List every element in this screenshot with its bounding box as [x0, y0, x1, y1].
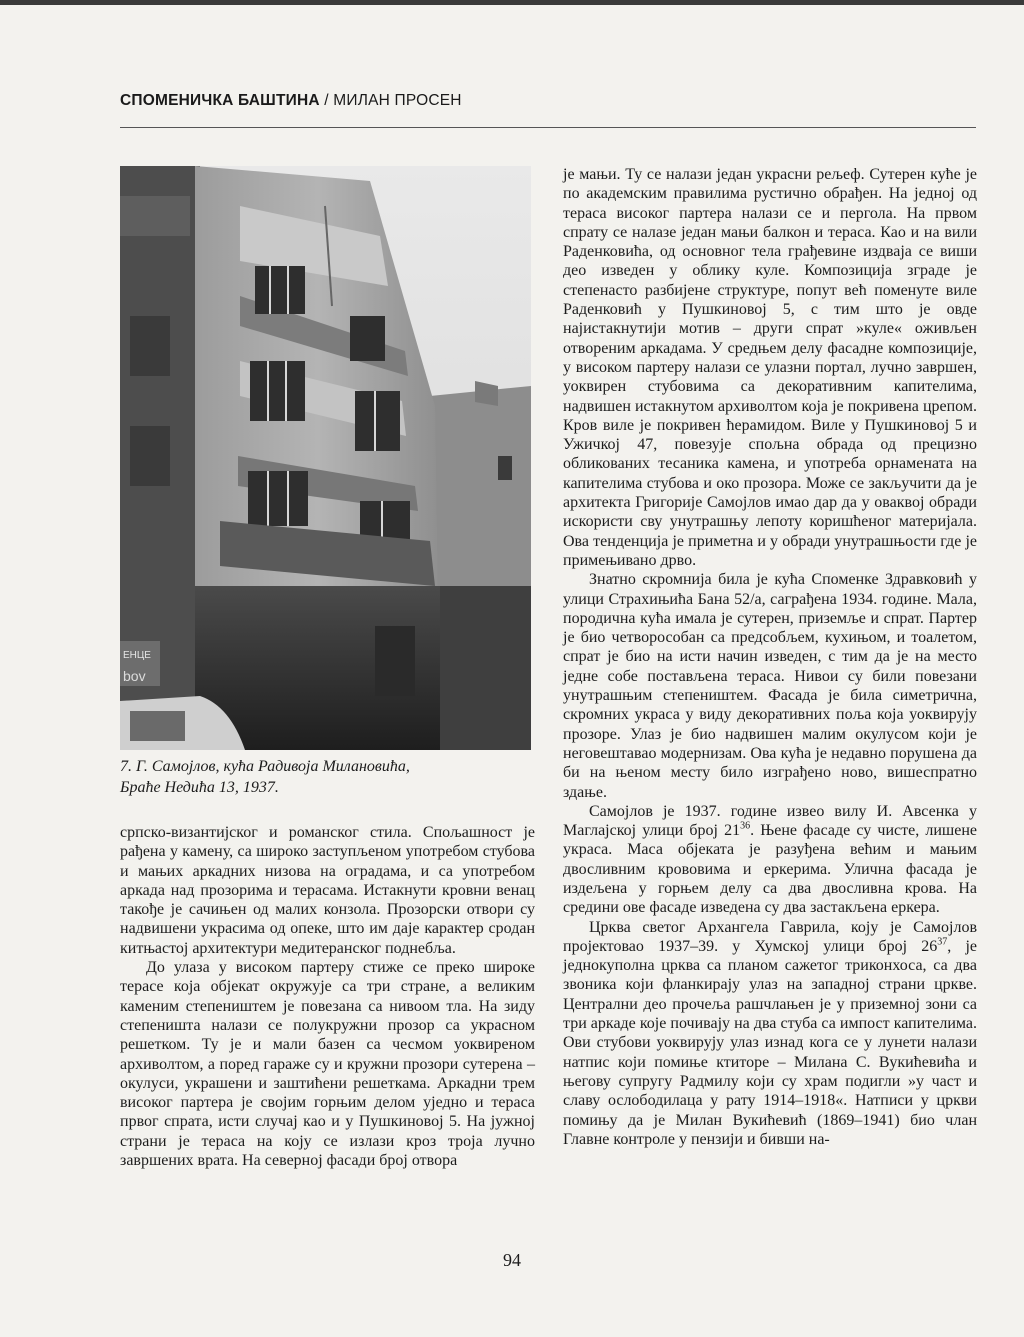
- figure-caption: [120, 756, 540, 798]
- caption-line-2: Браће Недића 13, 1937.: [120, 779, 279, 796]
- p4-text-after: , је једнокуполна црква са планом сажетог триконхоса, са два звоника који фланкирају улаз на западној страни цркве. Централни део прочеља рашчлањен је у приземној зони са три аркаде које почивају на два стуба са импост капителима. Ови стубови уоквирују улаз изнад кога се у лунети налази натпис који помиње ктиторе – Милана С. Вукићевића и његову супругу Радмилу који су храм подигли »у част и славу ослободилаца у рату 1914–1918«. Натписи у цркви помињу да је Милан Вукићевић (1869–1941) био члан Главне контроле у пензији и бивши на-: [563, 937, 977, 1148]
- header-rule: [120, 127, 976, 128]
- left-column: [120, 823, 535, 1170]
- left-paragraph-1: српско-византијског и романског стила. Спољашност је рађена у камену, са широко заступљеном употребом стубова и мањих аркадних низова на оградама, и са употребом аркада над прозорима и терасама. Истакнути кровни венац такође је сачињен од малих конзола. Прозорски отвори су надвишени украсима од опеке, што им даје карактер сродан китњастој архитектури медитеранског поднебља.: [120, 824, 535, 957]
- left-paragraph-2: До улаза у високом партеру стиже се преко широке терасе која објекат окружује са три стране, а великим каменим степеништем је повезана са нивоом тла. На зиду степеништа налази се полукружни прозор са украсном решетком. Ту је и мали базен са чесмом уоквиреном архиволтом, а поред гараже су и кружни прозори сутерена – окулуси, украшени и заштићени решеткама. Аркадни трем високог партера је својим горњим делом уједно и тераса првог спрата, исти случај као и у Пушкиновој 5. На јужној страни је тераса на коју се излази кроз троја лучно завршених врата. На северној фасади број отвора: [120, 959, 535, 1170]
- running-header: [120, 92, 462, 110]
- right-paragraph-3: [563, 802, 977, 918]
- top-rule: [0, 0, 1024, 5]
- header-section: СПОМЕНИЧКА БАШТИНА: [120, 92, 320, 109]
- building-photo-drawing: [120, 166, 531, 750]
- header-author: МИЛАН ПРОСЕН: [333, 92, 462, 109]
- footnote-ref-36: 36: [740, 820, 751, 832]
- building-photo: [120, 166, 531, 750]
- caption-line-1: 7. Г. Самојлов, кућа Радивоја Милановића,: [120, 758, 410, 775]
- sign-text-1: ЕНЦЕ: [123, 650, 151, 661]
- right-column: [563, 165, 977, 1149]
- p4-text-before: Црква светог Архангела Гаврила, коју је Самојлов пројектовао 1937–39. у Хумској улици број 26: [563, 918, 977, 955]
- right-paragraph-2: Знатно скромнија била је кућа Споменке Здравковић у улици Страхињића Бана 52/а, саграђена 1934. године. Мала, породична кућа имала је сутерен, приземље и спрат. Партер је био четворособан са предсобљем, кухињом, и тоалетом, спрат је био на исти начин изведен, с тим да је на место једне собе постављена тераса. Нивои су били повезани унутрашњим степеништем. Фасада је била симетрична, скромних украса у виду декоративних поља која уоквирују прозоре. Улаз је био надвишен малим окулусом који је неговештавао модернизам. Ова кућа је недавно порушена да би на њеном месту било изграђено ново, вишеспратно здање.: [563, 571, 977, 801]
- p3-text-before: Самојлов је 1937. године извео вилу И. Авсенка у Маглајској улици број 21: [563, 802, 977, 840]
- right-paragraph-1: је мањи. Ту се налази један украсни рељеф. Сутерен куће је по академским правилима рустично обрађен. На једној од тераса високог партера налази се и пергола. На првом спрату се налазе један мањи балкон и тераса. Као и на вили Раденковића, од основног тела грађевине издваја се виши део изведен у облику куле. Композиција зграде је степенасто разбијене структуре, попут већ поменуте виле Раденковић у Пушкиновој 5, с тим што је овде најистакнутији мотив – други спрат »куле« оживљен отвореним аркадама. У средњем делу фасадне композиције, у високом партеру налази се улазни портал, лучно завршен, уоквирен стубовима са декоративним капителима, надвишен истакнутом архиволтом која је покривена црепом. Кров виле је покривен ћерамидом. Виле у Пушкиновој 5 и Ужичкој 47, повезује спољна обрада од прецизно обликованих тесаника камена, и употреба орнамената на капителима стубова и око прозора. Може се закључити да је архитекта Григорије Самојлов имао дар да у оваквој обради искористи сву унутрашњу лепоту коришћеног материјала. Ова тенденција је приметна и у обради унутрашњости где је примењивано дрво.: [563, 166, 977, 569]
- p3-text-after: . Њене фасаде су чисте, лишене украса. Маса објеката је разуђена већим и мањим двосливним крововима и еркерима. Улична фасада је издељена у горњем делу са два двосливна крова. На средини ове фасаде изведена су два застакљена еркера.: [563, 822, 978, 917]
- page-number: 94: [503, 1250, 521, 1270]
- header-separator: /: [319, 92, 334, 109]
- sign-text-2: bov: [123, 668, 146, 684]
- right-paragraph-4: [563, 918, 977, 1150]
- footnote-ref-37: 37: [937, 936, 948, 948]
